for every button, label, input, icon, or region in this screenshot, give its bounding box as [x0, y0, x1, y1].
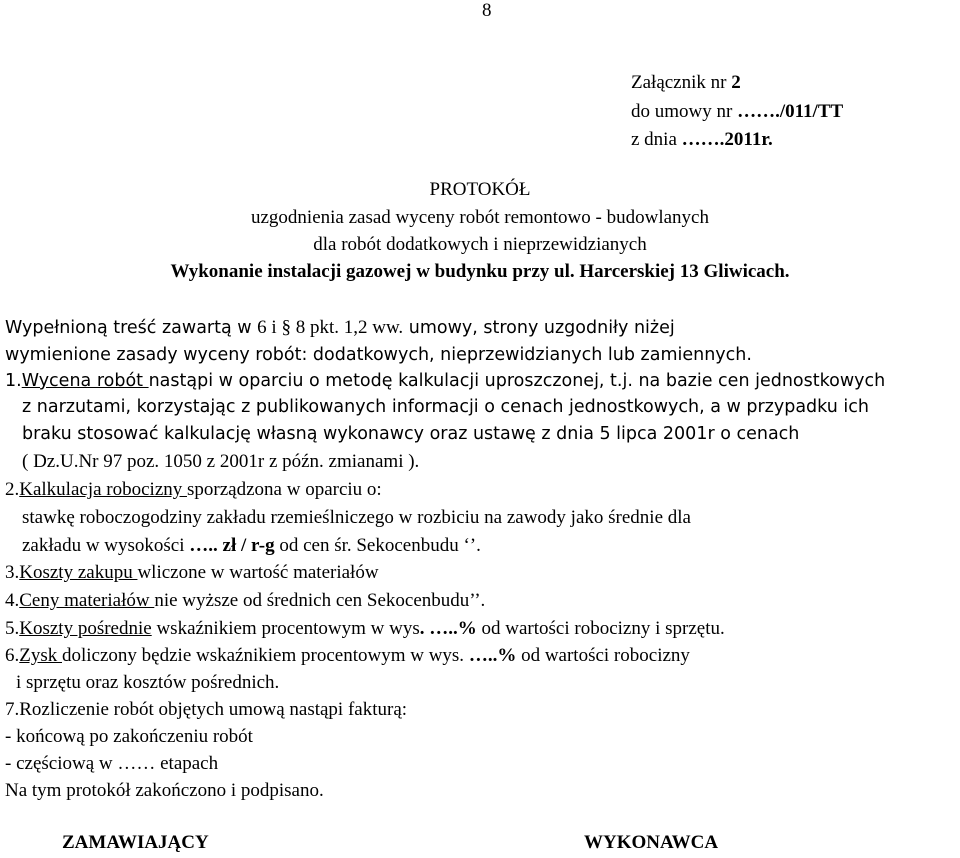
item-1-line-1: 1.Wycena robót nastąpi w oparciu o metodę kalkulacji uproszczonej, t.j. na bazie cen jednostkowych [5, 371, 886, 391]
annex-line-2: do umowy nr ……./011/TT [631, 101, 844, 122]
item-6-line-1: 6.Zysk doliczony będzie wskaźnikiem procentowym w wys. …..% od wartości robocizny [5, 645, 690, 666]
signature-contractor: WYKONAWCA [584, 832, 719, 853]
item-1-line-3: braku stosować kalkulację własną wykonawcy oraz ustawę z dnia 5 lipca 2001r o cenach [22, 424, 800, 444]
closing-line: Na tym protokół zakończono i podpisano. [5, 780, 324, 801]
protocol-heading: PROTOKÓŁ [429, 179, 531, 200]
item-4: 4.Ceny materiałów nie wyższe od średnich cen Sekocenbudu’’. [5, 590, 486, 611]
intro-line-2: wymienione zasady wyceny robót: dodatkowych, nieprzewidzianych lub zamiennych. [5, 345, 752, 365]
item-6-line-2: i sprzętu oraz kosztów pośrednich. [16, 672, 280, 693]
section-sign: § [281, 317, 291, 338]
item-3: 3.Koszty zakupu wliczone w wartość materiałów [5, 562, 379, 583]
page-number: 8 [482, 0, 492, 21]
protocol-subtitle-2: dla robót dodatkowych i nieprzewidzianych [313, 234, 647, 255]
protocol-subtitle-3: Wykonanie instalacji gazowej w budynku przy ul. Harcerskiej 13 Gliwicach. [170, 261, 790, 282]
item-5: 5.Koszty pośrednie wskaźnikiem procentowym w wys. …..% od wartości robocizny i sprzętu. [5, 618, 725, 639]
item-7-line-1: 7.Rozliczenie robót objętych umową nastąpi fakturą: [5, 699, 408, 720]
signature-client: ZAMAWIAJĄCY [62, 832, 209, 853]
item-7-line-2: - końcową po zakończeniu robót [5, 726, 253, 747]
item-2-line-2: stawkę roboczogodziny zakładu rzemieślniczego w rozbiciu na zawody jako średnie dla [22, 507, 691, 528]
protocol-subtitle-1: uzgodnienia zasad wyceny robót remontowo - budowlanych [251, 207, 709, 228]
annex-line-3: z dnia …….2011r. [631, 129, 773, 150]
annex-line-1: Załącznik nr 2 [631, 72, 741, 93]
intro-line-1: Wypełnioną treść zawartą w 6 i § 8 pkt. 1,2 ww. umowy, strony uzgodniły niżej [5, 317, 675, 338]
item-1-line-4: ( Dz.U.Nr 97 poz. 1050 z 2001r z późn. zmianami ). [22, 451, 420, 472]
item-1-line-2: z narzutami, korzystając z publikowanych informacji o cenach jednostkowych, a w przypadku ich [22, 397, 869, 417]
item-2-line-3: zakładu w wysokości ….. zł / r-g od cen śr. Sekocenbudu ‘’. [22, 535, 481, 556]
item-2-line-1: 2.Kalkulacja robocizny sporządzona w oparciu o: [5, 479, 382, 500]
item-7-line-3: - częściową w …… etapach [5, 753, 219, 774]
